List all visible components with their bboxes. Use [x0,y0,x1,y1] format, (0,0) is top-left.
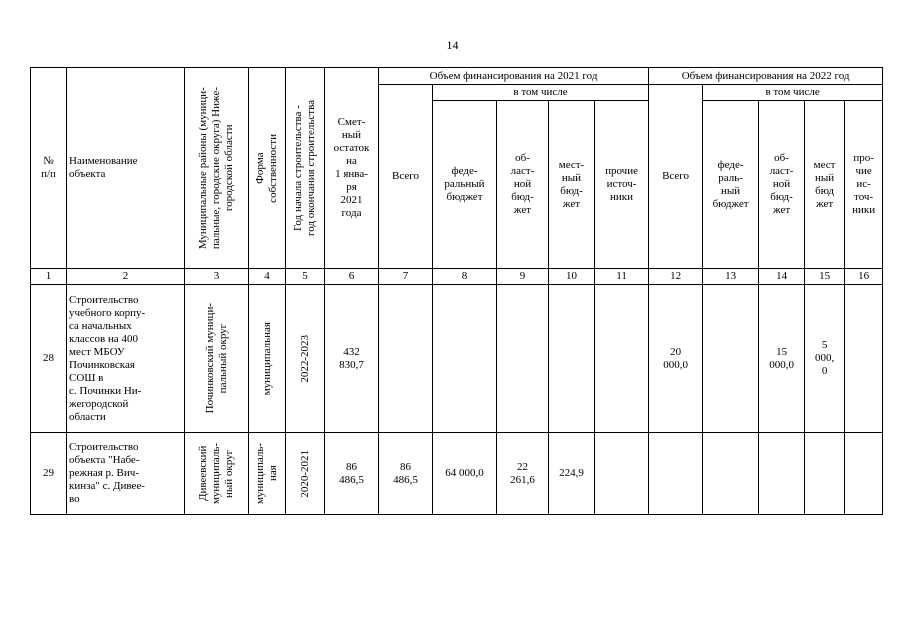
col-number: 2 [67,269,185,285]
row-num: 28 [31,285,67,433]
header-years: Год начала строительства - год окончания строительства [286,68,325,269]
header-other-2022: про- чие ис- точ- ники [845,101,883,269]
cell-12: 20 000,0 [649,285,703,433]
header-regional-2021: об- ласт- ной бюд- жет [497,101,549,269]
cell-8 [433,285,497,433]
col-number: 7 [379,269,433,285]
col-number: 15 [805,269,845,285]
col-number: 12 [649,269,703,285]
estimate: 432 830,7 [325,285,379,433]
col-number: 4 [249,269,286,285]
header-total-2021: Всего [379,85,433,269]
cell-16 [845,433,883,515]
col-number: 16 [845,269,883,285]
district: Дивеевский муниципаль- ный округ [185,433,249,515]
cell-13 [703,433,759,515]
district: Починковский муници- пальный округ [185,285,249,433]
header-ownership: Форма собственности [249,68,286,269]
cell-16 [845,285,883,433]
header-estimate: Смет- ный остаток на 1 янва- ря 2021 года [325,68,379,269]
header-local-2021: мест- ный бюд- жет [549,101,595,269]
cell-14: 15 000,0 [759,285,805,433]
col-number: 9 [497,269,549,285]
cell-9: 22 261,6 [497,433,549,515]
col-number: 8 [433,269,497,285]
header-total-2022: Всего [649,85,703,269]
object-name: Строительство учебного корпу- са начальных классов на 400 мест МБОУ Починковская СОШ в с. Починки Ни- жегородской области [67,285,185,433]
estimate: 86 486,5 [325,433,379,515]
cell-9 [497,285,549,433]
header-other-2021: прочие источ- ники [595,101,649,269]
header-incl-2022: в том числе [703,85,883,101]
col-number: 6 [325,269,379,285]
header-name: Наименование объекта [67,68,185,269]
ownership: муниципальная [249,285,286,433]
cell-11 [595,433,649,515]
cell-15 [805,433,845,515]
cell-10: 224,9 [549,433,595,515]
page-number: 14 [446,38,459,52]
header-federal-2022: феде- раль- ный бюджет [703,101,759,269]
col-number: 14 [759,269,805,285]
cell-12 [649,433,703,515]
object-name: Строительство объекта "Набе- режная р. Вич- кинза" с. Дивее- во [67,433,185,515]
header-district: Муниципальные районы (муници- пальные, городские округа) Ниже- городской области [185,68,249,269]
col-number: 3 [185,269,249,285]
table-row [31,433,883,515]
col-number: 11 [595,269,649,285]
years: 2022-2023 [286,285,325,433]
col-number: 13 [703,269,759,285]
cell-7: 86 486,5 [379,433,433,515]
header-incl-2021: в том числе [433,85,649,101]
col-number: 10 [549,269,595,285]
header-num: № п/п [31,68,67,269]
col-number: 5 [286,269,325,285]
cell-15: 5 000, 0 [805,285,845,433]
cell-11 [595,285,649,433]
header-fin-2021: Объем финансирования на 2021 год [379,68,649,85]
ownership: муниципаль- ная [249,433,286,515]
cell-7 [379,285,433,433]
years: 2020-2021 [286,433,325,515]
header-federal-2021: феде- ральный бюджет [433,101,497,269]
column-number-row [31,269,883,285]
header-regional-2022: об- ласт- ной бюд- жет [759,101,805,269]
col-number: 1 [31,269,67,285]
table-row [31,285,883,433]
row-num: 29 [31,433,67,515]
cell-14 [759,433,805,515]
header-fin-2022: Объем финансирования на 2022 год [649,68,883,85]
financing-table [30,67,883,515]
header-local-2022: мест ный бюд жет [805,101,845,269]
cell-13 [703,285,759,433]
cell-10 [549,285,595,433]
cell-8: 64 000,0 [433,433,497,515]
